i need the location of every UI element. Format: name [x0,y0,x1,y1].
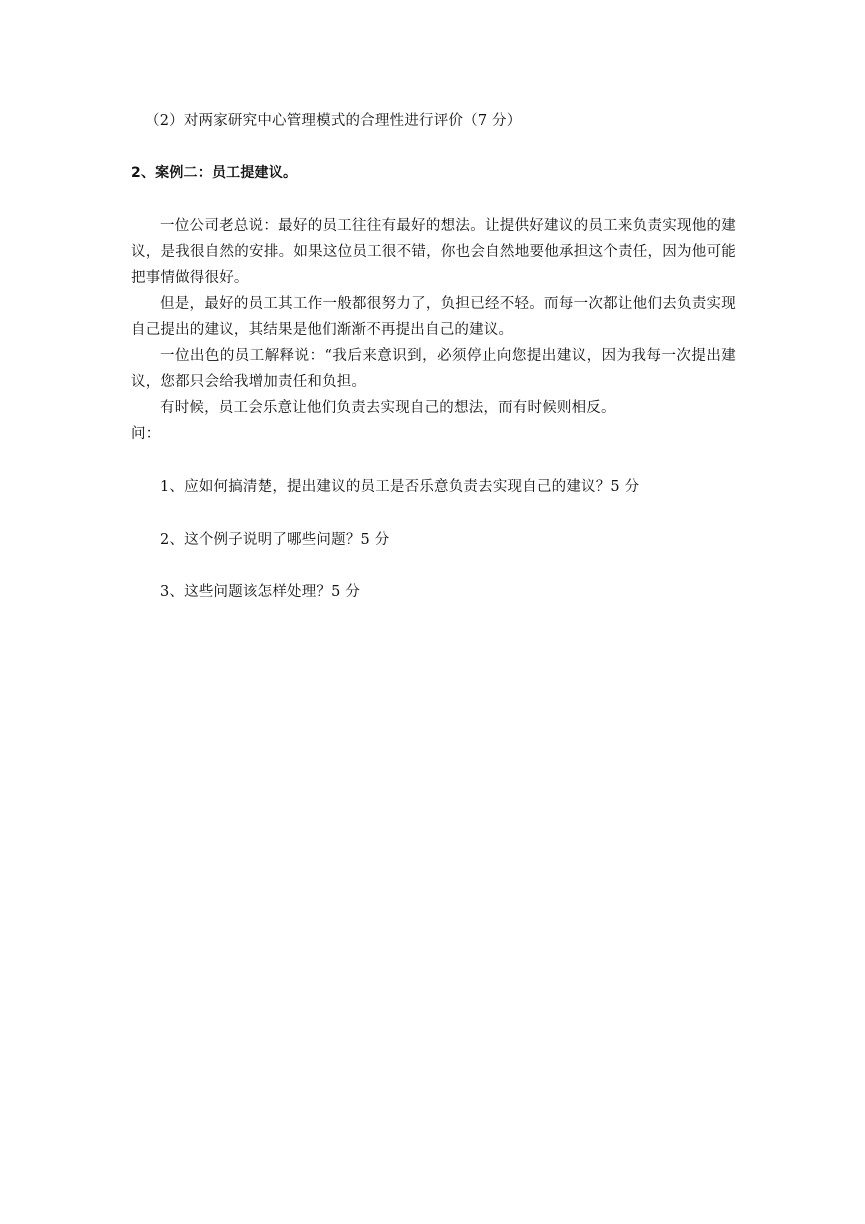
case-heading: 2、案例二：员工提建议。 [131,165,298,181]
question-1: 1、应如何搞清楚，提出建议的员工是否乐意负责去实现自己的建议？5 分 [160,479,640,495]
paragraph-4: 有时候，员工会乐意让他们负责去实现自己的想法，而有时候则相反。 [160,400,616,416]
ask-label: 问： [131,426,161,442]
question-3: 3、这些问题该怎样处理？5 分 [160,584,361,600]
sub-question-2: （2）对两家研究中心管理模式的合理性进行评价（7 分） [145,113,522,129]
paragraph-1: 一位公司老总说：最好的员工往往有最好的想法。让提供好建议的员工来负责实现他的建议，是我很自然的安排。如果这位员工很不错，你也会自然地要他承担这个责任，因为他可能把事情做得很好。 [131,218,736,286]
question-2: 2、这个例子说明了哪些问题？5 分 [160,532,390,548]
paragraph-3: 一位出色的员工解释说：“我后来意识到，必须停止向您提出建议，因为我每一次提出建议，您都只会给我增加责任和负担。 [131,348,736,390]
paragraph-2: 但是，最好的员工其工作一般都很努力了，负担已经不轻。而每一次都让他们去负责实现自己提出的建议，其结果是他们渐渐不再提出自己的建议。 [131,296,736,338]
